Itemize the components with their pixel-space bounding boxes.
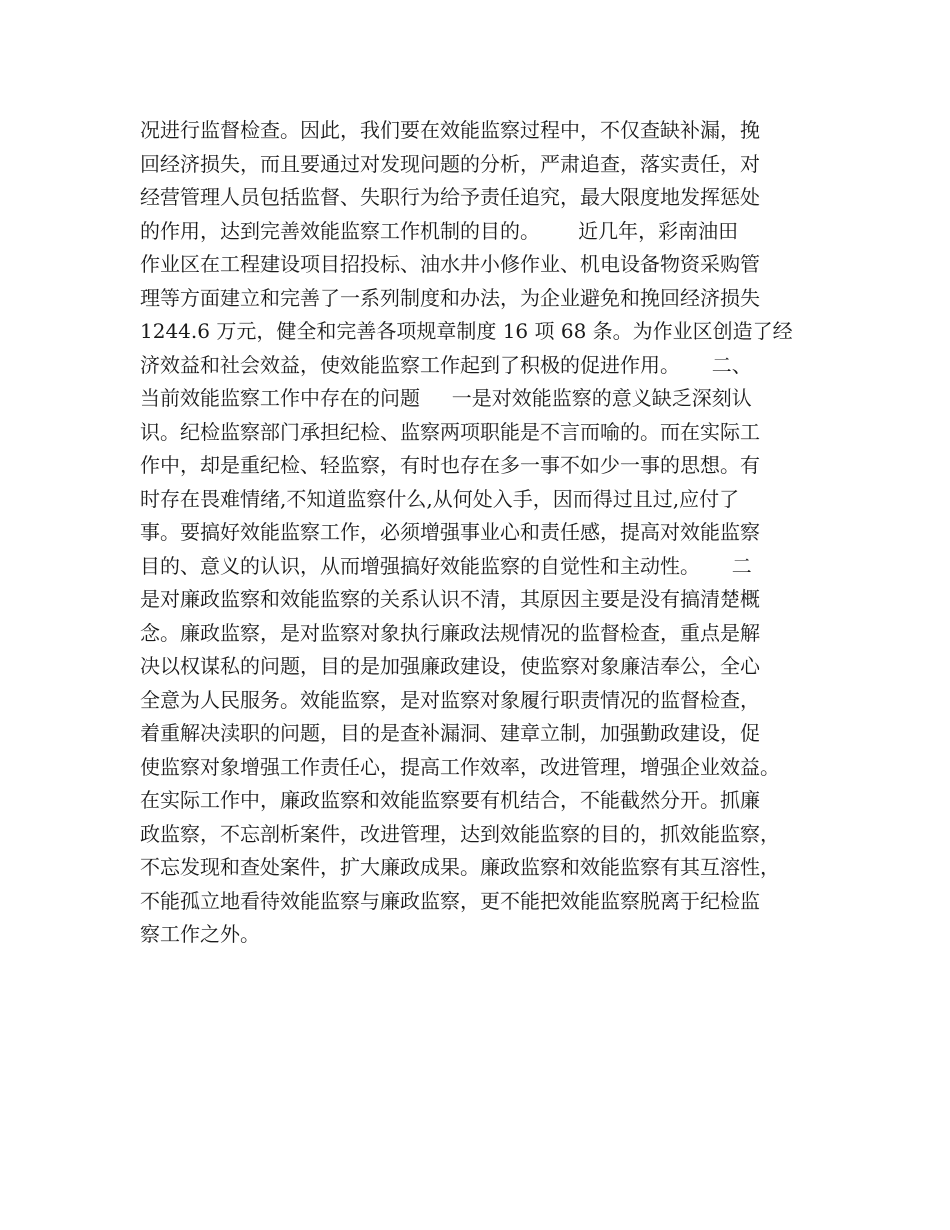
body-text: [140, 114, 830, 952]
text-line: 1244.6 万元，健全和完善各项规章制度 16 项 68 条。为作业区创造了经: [140, 319, 793, 343]
text-line: 念。廉政监察，是对监察对象执行廉政法规情况的监督检查，重点是解: [140, 620, 760, 645]
text-line: 识。纪检监察部门承担纪检、监察两项职能是不言而喻的。而在实际工: [140, 419, 760, 444]
text-line: 事。要搞好效能监察工作，必须增强事业心和责任感，提高对效能监察: [140, 520, 760, 544]
text-line: 是对廉政监察和效能监察的关系认识不清，其原因主要是没有搞清楚概: [140, 587, 760, 611]
text-line: 时存在畏难情绪,不知道监察什么,从何处入手，因而得过且过,应付了: [140, 486, 740, 511]
text-line: 济效益和社会效益，使效能监察工作起到了积极的促进作用。 二、: [140, 352, 752, 377]
text-line: 在实际工作中，廉政监察和效能监察要有机结合，不能截然分开。抓廉: [140, 788, 760, 812]
text-line: 不能孤立地看待效能监察与廉政监察，更不能把效能监察脱离于纪检监: [140, 888, 760, 913]
text-line: 不忘发现和查处案件，扩大廉政成果。廉政监察和效能监察有其互溶性，: [140, 855, 780, 879]
text-line: 作业区在工程建设项目招投标、油水井小修作业、机电设备物资采购管: [140, 252, 760, 276]
text-line: 着重解决渎职的问题，目的是查补漏洞、建章立制，加强勤政建设，促: [140, 721, 760, 745]
text-line: 使监察对象增强工作责任心，提高工作效率，改进管理，增强企业效益。: [140, 754, 780, 779]
text-line: 回经济损失，而且要通过对发现问题的分析，严肃追查，落实责任，对: [140, 151, 760, 176]
text-line: 目的、意义的认识，从而增强搞好效能监察的自觉性和主动性。 二: [140, 553, 752, 578]
text-line: 作中，却是重纪检、轻监察，有时也存在多一事不如少一事的思想。有: [140, 453, 760, 477]
text-line: 察工作之外。: [140, 922, 260, 946]
text-line: 决以权谋私的问题，目的是加强廉政建设，使监察对象廉洁奉公，全心: [140, 654, 760, 678]
text-line: 理等方面建立和完善了一系列制度和办法，为企业避免和挽回经济损失: [140, 285, 760, 310]
text-line: 况进行监督检查。因此，我们要在效能监察过程中，不仅查缺补漏，挽: [140, 118, 760, 142]
text-line: 经营管理人员包括监督、失职行为给予责任追究，最大限度地发挥惩处: [140, 185, 760, 209]
text-line: 全意为人民服务。效能监察，是对监察对象履行职责情况的监督检查，: [140, 687, 760, 712]
text-line: 当前效能监察工作中存在的问题 一是对效能监察的意义缺乏深刻认: [140, 386, 752, 410]
text-line: 的作用，达到完善效能监察工作机制的目的。 近几年，彩南油田: [140, 218, 739, 243]
text-line: 政监察，不忘剖析案件，改进管理，达到效能监察的目的，抓效能监察，: [140, 821, 780, 846]
